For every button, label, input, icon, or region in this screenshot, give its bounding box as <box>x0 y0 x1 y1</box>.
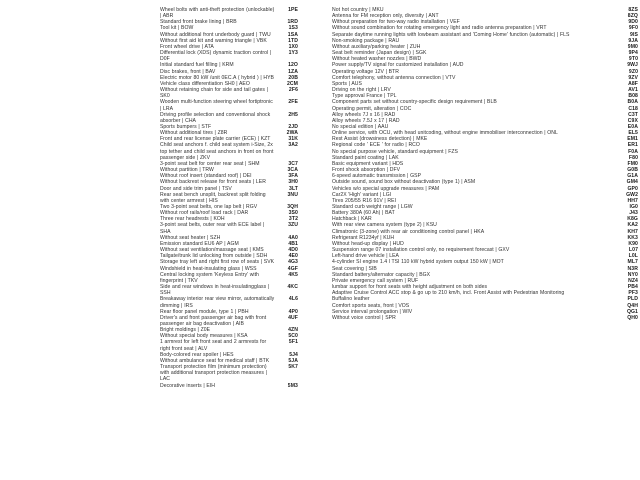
equipment-code: KH7 <box>627 228 638 235</box>
equipment-description: Without ambulance seat for medical staff | BTK <box>160 357 270 364</box>
table-row <box>160 87 302 99</box>
equipment-code: L0L <box>628 253 638 260</box>
equipment-code: PB4 <box>627 284 638 291</box>
equipment-description: Standard paint coating | LAK <box>332 154 399 161</box>
equipment-description: Without voice control | SPR <box>332 314 396 321</box>
equipment-description: Three rear headrests | KOH <box>160 216 225 223</box>
equipment-code: 4UF <box>288 314 298 321</box>
equipment-description: 1 armrest for left front seat and 2 armrests for right front seat | ALV <box>160 339 267 352</box>
left-code-rows <box>160 7 302 389</box>
equipment-description: Without auxiliary/parking heater | ZUH <box>332 43 421 50</box>
equipment-description: Left-hand drive vehicle | LEA <box>332 253 399 260</box>
table-row <box>160 99 302 111</box>
equipment-description: Antenna for FM reception only, diversity | ANT <box>332 13 439 20</box>
equipment-description: Initial standard fuel filling | KRM <box>160 62 234 69</box>
equipment-code: IG0 <box>629 204 638 210</box>
equipment-description: Comfort sports seats, front | VOS <box>332 302 410 309</box>
table-row <box>160 339 302 351</box>
equipment-description: Tailgate/trunk lid unlocking from outside | SDH <box>160 253 268 260</box>
equipment-description: Adaptive Cruise Control ACC stop & go up to 210 km/h, incl. Front Assist with Pedestrian Monitoring <box>332 290 565 297</box>
equipment-description: Online service, with OCU, with head unitcoding, without engine immobiliser interconnection | ONL <box>332 130 558 137</box>
table-row <box>160 7 302 19</box>
equipment-code: 3LT <box>289 185 298 192</box>
equipment-code: 1PE <box>288 7 298 13</box>
equipment-description: Rest Assist (drowsiness detection) | MKE <box>332 136 428 143</box>
equipment-code: PF3 <box>628 290 638 297</box>
equipment-description: Operating permit, alteration | COC <box>332 105 412 112</box>
equipment-description: Sports | AUS <box>332 80 362 87</box>
equipment-description: Front shock absorption | DFV <box>332 167 401 174</box>
equipment-description: Without preparation for two-way radio installation | VEF <box>332 19 460 26</box>
equipment-description: Body-colored rear spoiler | HES <box>160 351 234 358</box>
table-row <box>160 315 302 327</box>
equipment-description: No special edition | AAU <box>332 123 389 130</box>
equipment-code: 4E0 <box>288 253 298 260</box>
right-code-table <box>332 7 640 321</box>
equipment-code: 3T2 <box>288 216 298 223</box>
equipment-code: 3NU <box>287 191 298 198</box>
equipment-code: ML7 <box>627 259 638 266</box>
table-row <box>160 222 302 234</box>
equipment-code: 2WA <box>286 130 298 137</box>
equipment-description: Service interval prolongation | WIV <box>332 308 413 315</box>
equipment-description: Without sound combination for rotating emergency light and radio antenna preparation | VRT <box>332 25 547 32</box>
equipment-code: B08 <box>628 93 638 100</box>
equipment-description: Alloy wheels 7J x 16 | RAD <box>332 111 396 118</box>
equipment-code: 8ZS <box>628 7 638 13</box>
equipment-description: Alloy wheels 7.5J x 17 | RAD <box>332 117 400 124</box>
equipment-code: 3H0 <box>288 179 298 186</box>
equipment-code: 4ZN <box>288 327 298 334</box>
equipment-code: J43 <box>629 210 638 217</box>
equipment-description: 4-cylinder SI engine 1.4 l TSI 110 kW hybrid system output 150 kW | MOT <box>332 259 504 266</box>
equipment-description: Non-smoking package | RAU <box>332 37 400 44</box>
equipment-description: With rear view camera system (type 2) | KSU <box>332 222 437 229</box>
left-code-table <box>160 7 302 389</box>
equipment-description: Tires 205/55 R16 91V | REI <box>332 197 397 204</box>
equipment-description: Hatchback | KAR <box>332 216 372 223</box>
equipment-code: 5J4 <box>289 351 298 358</box>
equipment-code: F0A <box>628 148 638 155</box>
equipment-description: Without head-up display | HUD <box>332 240 404 247</box>
equipment-code: GM4 <box>626 179 638 186</box>
equipment-code: KK3 <box>627 234 638 241</box>
table-row <box>160 284 302 296</box>
table-row <box>332 315 640 321</box>
equipment-code: 5C0 <box>288 333 298 340</box>
equipment-description: Climatronic (3-zone) with rear air conditioning control panel | HKA <box>332 228 485 235</box>
equipment-description: Without additional front underbody guard | TWU <box>160 31 271 38</box>
equipment-code: 1SA <box>287 31 298 38</box>
equipment-code: 9WJ <box>627 62 638 69</box>
equipment-code: 8ZQ <box>627 13 638 20</box>
equipment-description: Electric motor 80 kW /unit 0EC.A ( hybrid ) | HYB <box>160 74 274 81</box>
equipment-code: 3FA <box>288 173 298 180</box>
equipment-description: Standard front brake lining | BRB <box>160 19 237 26</box>
equipment-code: 4P0 <box>288 308 298 315</box>
equipment-code: HH7 <box>627 197 638 204</box>
equipment-description: Not hot country | MKU <box>332 7 384 13</box>
equipment-description: Driver's and front passenger air bag with front passenger air bag deactivation | AIB <box>160 314 267 327</box>
equipment-code: ER1 <box>627 142 638 149</box>
equipment-code: 9IS <box>630 31 638 38</box>
equipment-description: Front and rear license plate carrier (ECE) | KZT <box>160 136 271 143</box>
equipment-description: Private emergency call system | RUF <box>332 277 419 284</box>
equipment-code: 2JD <box>288 123 298 130</box>
equipment-code: 4B1 <box>288 240 298 247</box>
equipment-description: Without retaining chain for side and tail gates | SK0 <box>160 87 268 100</box>
equipment-description: Buffalino leather <box>332 296 370 303</box>
equipment-description: Front wheel drive | ATA <box>160 43 214 50</box>
equipment-code: 3CA <box>287 167 298 174</box>
equipment-description: 3-point seat belts, outer rear with ECE label | SHA <box>160 222 265 235</box>
equipment-code: 3A2 <box>288 142 298 149</box>
equipment-code: 9T0 <box>628 56 638 63</box>
equipment-description: Central locking system 'Keyless Entry' with fingerprint | TKV <box>160 271 259 284</box>
equipment-description: Without partition | TRW <box>160 167 214 174</box>
equipment-description: Car2X 'High' variant | LGI <box>332 191 392 198</box>
equipment-description: Separate daytime running lights with lowbeam assistant and 'Coming Home' function (automatic) | FLS <box>332 31 570 38</box>
right-code-column <box>302 7 640 321</box>
equipment-description: Decorative inserts | EIH <box>160 382 215 389</box>
equipment-description: Comfort telephony, without antenna connection | VTV <box>332 74 456 81</box>
equipment-description: Without heated washer nozzles | BWD <box>332 56 422 63</box>
equipment-description: Standard curb weight range | LGW <box>332 204 413 210</box>
equipment-code: C18 <box>628 105 638 112</box>
equipment-code: 2CM <box>286 80 298 87</box>
equipment-description: Wooden multi-function steering wheel fortiptronic | LRA <box>160 99 273 112</box>
equipment-description: Door and side trim panel | TSV <box>160 185 232 192</box>
equipment-code: 4GF <box>287 265 298 272</box>
equipment-code: 3QH <box>287 204 298 210</box>
equipment-description: Disc brakes, front | BAV <box>160 68 216 75</box>
equipment-description: Without seat heater | SZH <box>160 234 221 241</box>
equipment-code: K8G <box>627 216 638 223</box>
equipment-code: 4G3 <box>288 259 298 266</box>
equipment-code: GW2 <box>626 191 638 198</box>
equipment-code: 3C7 <box>288 160 298 167</box>
equipment-code: 5M3 <box>287 382 298 389</box>
equipment-description: Regional code ' ECE ' for radio | RCO <box>332 142 420 149</box>
equipment-description: Without special body measures | KSA <box>160 333 248 340</box>
equipment-code: F80 <box>628 154 638 161</box>
equipment-description: Emission standard EU6 AP | AGM <box>160 240 239 247</box>
equipment-description: Standard battery/alternator capacity | BGX <box>332 271 431 278</box>
equipment-code: 9M0 <box>627 43 638 50</box>
equipment-code: 9Z0 <box>628 68 638 75</box>
equipment-description: No special purpose vehicle, standard equipment | FZS <box>332 148 458 155</box>
equipment-description: Side and rear windows in heat-insulatingglass | SSH <box>160 284 270 297</box>
equipment-code: 31K <box>288 136 298 143</box>
equipment-code: 20B <box>288 74 298 81</box>
equipment-description: Two 3-point seat belts, one lap belt | RGV <box>160 204 258 210</box>
equipment-description: Without seat ventilation/massage seat | KMS <box>160 247 264 254</box>
equipment-code: FM0 <box>627 160 638 167</box>
equipment-code: 1RD <box>287 19 298 26</box>
equipment-code: 12O <box>288 62 298 69</box>
equipment-code: 2FE <box>288 99 298 106</box>
equipment-code: K90 <box>628 240 638 247</box>
equipment-description: Component parts set without country-specific design requirement | BLB <box>332 99 497 106</box>
equipment-description: Rear floor panel module, type 1 | PBH <box>160 308 249 315</box>
equipment-code: N3R <box>627 265 638 272</box>
equipment-code: L07 <box>628 247 638 254</box>
equipment-code: 4D0 <box>288 247 298 254</box>
equipment-code: NY0 <box>627 271 638 278</box>
equipment-code: 9D0 <box>628 19 638 26</box>
equipment-code: 9F0 <box>628 25 638 32</box>
table-row <box>160 383 302 389</box>
table-row <box>160 142 302 160</box>
equipment-code: QG1 <box>626 308 638 315</box>
equipment-description: Suspension range 07 installation control only, no requirement forecast | GXV <box>332 247 510 254</box>
equipment-code: E0A <box>627 123 638 130</box>
table-row <box>160 112 302 124</box>
equipment-code: A8F <box>628 80 638 87</box>
equipment-code: NZ4 <box>628 277 638 284</box>
equipment-code: C3T <box>628 111 638 118</box>
equipment-code: 9JA <box>628 37 638 44</box>
equipment-description: Without first aid kit and warning triangle | VBK <box>160 37 267 44</box>
equipment-code: 2H5 <box>288 111 298 118</box>
equipment-description: Rear seat bench unsplit, backrest split folding with center armrest | HIS <box>160 191 266 204</box>
equipment-description: Driving on the right | LRV <box>332 87 391 94</box>
equipment-code: GP0 <box>627 185 638 192</box>
equipment-code: KA2 <box>627 222 638 229</box>
table-row <box>160 192 302 204</box>
equipment-description: Without additional tires | Z8R <box>160 130 228 137</box>
equipment-code: PLD <box>627 296 638 303</box>
equipment-description: Without roof insert (standard roof) | DEI <box>160 173 252 180</box>
equipment-code: 5JA <box>288 357 298 364</box>
code-columns <box>0 7 640 389</box>
equipment-code: 4L6 <box>288 296 298 303</box>
equipment-description: Vehicle class differentiation SH0 | AEO <box>160 80 250 87</box>
equipment-code: G0B <box>627 167 638 174</box>
equipment-description: Transport protection film (minimum protection) with additional transport protection measures | LAC <box>160 364 267 383</box>
equipment-description: Bright moldings | Z0E <box>160 327 211 334</box>
equipment-code: 3S0 <box>288 210 298 217</box>
equipment-code: 4K5 <box>288 271 298 278</box>
equipment-description: Seat covering | SIB <box>332 265 377 272</box>
equipment-description: Seat belt reminder (Japan design) | SGK <box>332 50 427 57</box>
table-row <box>160 50 302 62</box>
equipment-code: 1TD <box>288 37 298 44</box>
equipment-description: Operating voltage 12V | BTR <box>332 68 399 75</box>
equipment-description: Breakaway interior rear view mirror, automatically dimming | IRS <box>160 296 275 309</box>
equipment-code: 4A0 <box>288 234 298 241</box>
left-code-column <box>0 7 302 389</box>
equipment-description: Vehicles w/o special upgrade measures | PAM <box>332 185 440 192</box>
equipment-description: Storage tray left and right first row of seats | SVK <box>160 259 275 266</box>
equipment-description: Basic equipment variant | HDS <box>332 160 404 167</box>
table-row <box>160 364 302 382</box>
equipment-description: 3-point seat belt for center rear seat | SHM <box>160 160 260 167</box>
table-row <box>160 272 302 284</box>
equipment-code: G1A <box>627 173 638 180</box>
equipment-code: EM1 <box>627 136 638 143</box>
equipment-description: Child seat anchors f. child seat system i-Size, 2x top tether and child seat anchors in front on front passenger side | ZKV <box>160 142 274 161</box>
equipment-description: lumbar support for front seats with height adjustment on both sides <box>332 284 488 291</box>
equipment-code: 2F6 <box>288 87 298 94</box>
equipment-description: Refrigerant R1234yf | KUH <box>332 234 395 241</box>
table-row <box>160 296 302 308</box>
equipment-description: Power supply/TV signal for customized installation | AUD <box>332 62 464 69</box>
equipment-code: Q4H <box>627 302 638 309</box>
equipment-code: QH0 <box>627 314 638 321</box>
equipment-code: EL5 <box>628 130 638 137</box>
equipment-code: C9X <box>627 117 638 124</box>
equipment-description: Differential lock (XDS) dynamic traction control | D0F <box>160 50 272 63</box>
equipment-code: 1Y3 <box>288 50 298 57</box>
equipment-description: Outside sound, sound box without deactivation (type 1) | ASM <box>332 179 476 186</box>
equipment-code: B0A <box>627 99 638 106</box>
equipment-code: 4KC <box>287 284 298 291</box>
equipment-code: 9ZV <box>628 74 638 81</box>
equipment-code: 9P4 <box>628 50 638 57</box>
equipment-description: Sports bumpers | STF <box>160 123 212 130</box>
equipment-code: AV1 <box>628 87 638 94</box>
equipment-description: Tool kit | BOW <box>160 25 194 32</box>
equipment-code: 3ZU <box>288 222 298 229</box>
equipment-description: Windshield in heat-insulating glass | WSS <box>160 265 257 272</box>
equipment-code: 1ZA <box>288 68 298 75</box>
right-code-rows <box>332 7 640 321</box>
equipment-code: 1X0 <box>288 43 298 50</box>
equipment-description: Type approval France | TPL <box>332 93 397 100</box>
equipment-description: 6-speed automatic transmission | GSP <box>332 173 422 180</box>
equipment-description: Wheel bolts with anti-theft protection (unlockable) | ABR <box>160 7 275 20</box>
equipment-code: 5K7 <box>288 364 298 371</box>
equipment-description: Battery 380A (60 Ah) | BAT <box>332 210 395 217</box>
equipment-code: 5F1 <box>288 339 298 346</box>
equipment-description: Without backrest release for front seats | LER <box>160 179 266 186</box>
equipment-code: 1S3 <box>288 25 298 32</box>
equipment-description: Without roof rails/roof load rack | DAR <box>160 210 249 217</box>
equipment-description: Driving profile selection and conventional shock absorber | CHA <box>160 111 271 124</box>
